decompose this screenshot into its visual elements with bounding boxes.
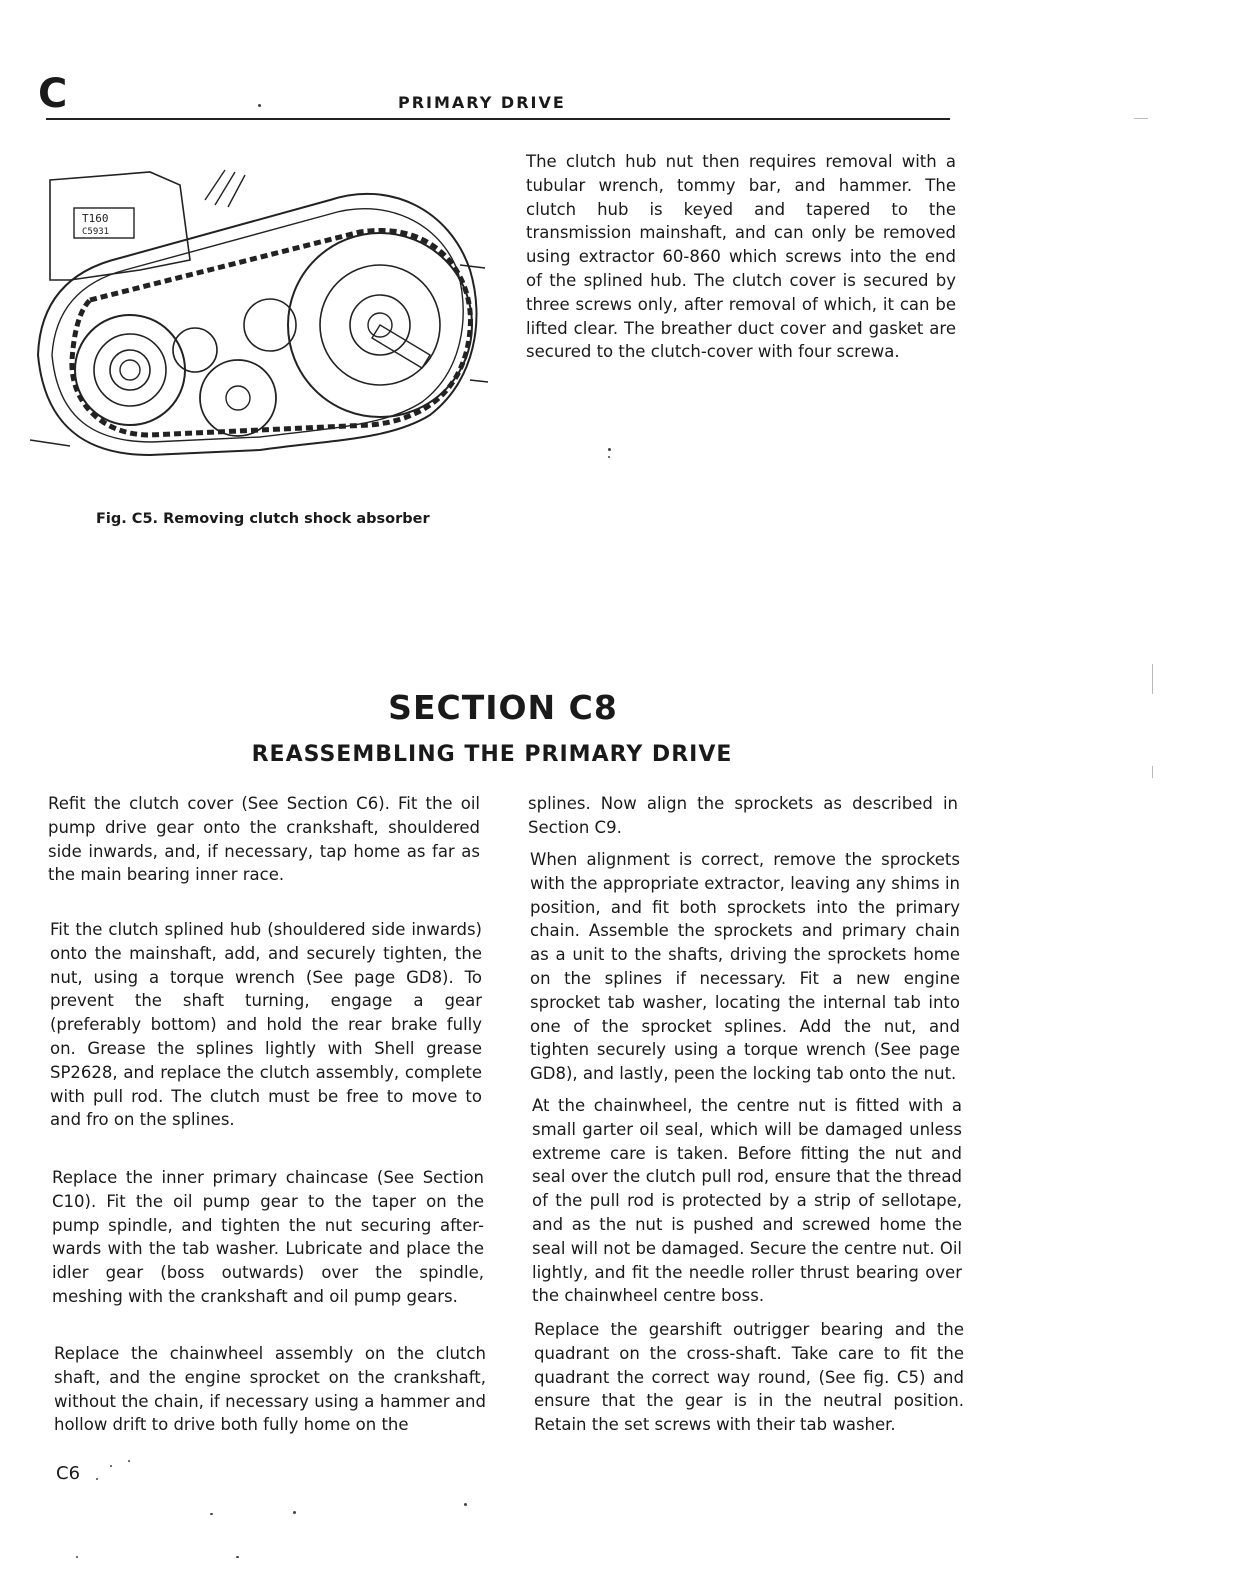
left-paragraph-3: Replace the inner primary chaincase (See Section C10). Fit the oil pump gear to the taper on the pump spindle, and tighten the nut securing after-wards with the tab washer. Lubricate and place the idler gear (boss outwards) over the spindle, meshing with the crankshaft and oil pump gears. [52,1168,484,1306]
margin-mark [1152,766,1153,778]
scan-speck [608,456,610,458]
right-paragraph-1: splines. Now align the sprockets as described in Section C9. [528,794,958,837]
figure-caption: Fig. C5. Removing clutch shock absorber [96,511,430,527]
margin-mark [1152,664,1153,694]
section-title: SECTION C8 [388,688,618,727]
oil-pump-gear [173,328,217,372]
section-letter: C [38,71,68,117]
idler-gear [200,360,276,436]
header-rule [46,118,950,120]
scan-speck [464,1503,467,1506]
scan-speck [258,104,261,107]
engine-sprocket [75,315,185,425]
scan-speck [210,1513,213,1515]
scan-speck [96,1478,98,1480]
scan-speck [608,448,611,451]
scan-speck [128,1460,130,1462]
left-paragraph-4: Replace the chainwheel assembly on the clutch shaft, and the engine sprocket on the crankshaft, without the chain, if necessary using a hammer and hollow drift to drive both fully home on the [54,1344,486,1435]
section-subtitle: REASSEMBLING THE PRIMARY DRIVE [251,742,733,767]
stamp-line-2: C5931 [82,227,110,237]
page-number: C6 [56,1463,81,1484]
scan-speck [110,1465,112,1467]
margin-mark [1134,118,1148,119]
right-paragraph-2: When alignment is correct, remove the sprockets with the appropriate extractor, leaving any shims in position, and fit both sprockets into the primary chain. Assemble the sprockets and primary chain as a unit to the shafts, driving the sprockets home on the splines if necessary. Fit a new engine sprocket tab washer, locating the internal tab into one of the sprocket splines. Add the nut, and tighten securely using a torque wrench (See page GD8), and lastly, peen the locking tab onto the nut. [530,850,960,1084]
chaincase-illustration [30,150,490,485]
left-paragraph-1: Refit the clutch cover (See Section C6). Fit the oil pump drive gear onto the crankshaft, shouldered side inwards, and, if necessary, tap home as far as the main bearing inner race. [48,794,480,885]
right-paragraph-4: Replace the gearshift outrigger bearing and the quadrant on the cross-shaft. Take care to fit the quadrant the correct way round, (See fig. C5) and ensure that the gear is in the neutral position. Retain the set screws with their tab washer. [534,1320,964,1435]
casing-inner-outline [52,209,463,442]
engine-block [50,172,190,280]
scan-speck [293,1511,296,1514]
figure-chaincase-drawing [30,150,490,485]
scan-speck [236,1556,239,1558]
top-right-paragraph: The clutch hub nut then requires removal with a tubular wrench, tommy bar, and hammer. The clutch hub is keyed and tapered to the transmission mainshaft, and can only be removed using extractor 60-860 which screws into the end of the splined hub. The clutch cover is secured by three screws only, after removal of which, it can be lifted clear. The breather duct cover and gasket are secured to the clutch-cover with four screwa. [526,152,956,362]
left-paragraph-2: Fit the clutch splined hub (shouldered side inwards) onto the mainshaft, add, and securely tighten, the nut, using a torque wrench (See page GD8). To prevent the shaft turning, engage a gear (preferably bottom) and hold the rear brake fully on. Grease the splines lightly with Shell grease SP2628, and replace the clutch assembly, complete with pull rod. The clutch must be free to move to and fro on the splines. [50,920,482,1130]
right-paragraph-3: At the chainwheel, the centre nut is fitted with a small garter oil seal, which will be damaged unless extreme care is taken. Before fitting the nut and seal over the clutch pull rod, ensure that the thread of the pull rod is protected by a strip of sellotape, and as the nut is pushed and screwed home the seal will not be damaged. Secure the centre nut. Oil lightly, and fit the needle roller thrust bearing over the chainwheel centre boss. [532,1096,962,1306]
scan-speck [76,1556,78,1558]
page-header-title: PRIMARY DRIVE [398,93,566,112]
primary-chain [72,230,471,435]
stamp-line-1: T160 [82,212,109,225]
cylinder-fins [205,170,245,207]
